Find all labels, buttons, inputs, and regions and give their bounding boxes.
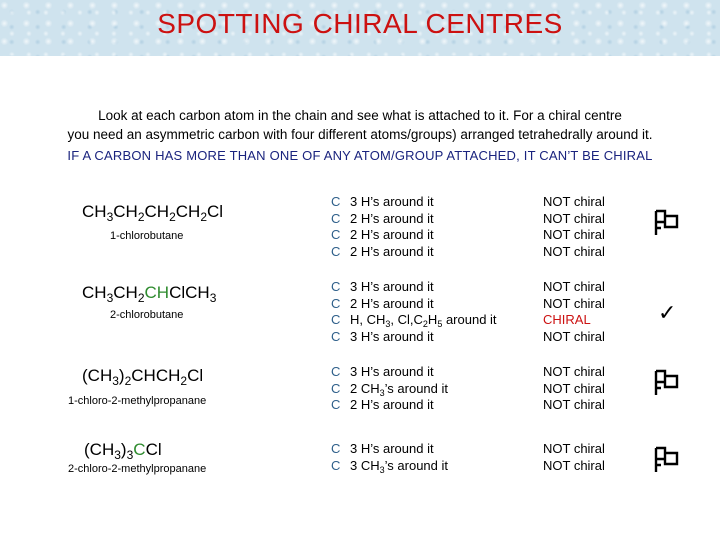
chirality-results: NOT chiral NOT chiral NOT chiral NOT chiral (543, 194, 605, 259)
compound-name: 2-chloro-2-methylpropanane (68, 463, 207, 475)
page-title: SPOTTING CHIRAL CENTRES (157, 8, 563, 39)
carbon-labels: C C C (331, 364, 341, 412)
intro-line-1: Look at each carbon atom in the chain and see what is attached to it. For a chiral centre (98, 108, 622, 123)
cross-icon (652, 208, 682, 238)
attached-groups: 3 H’s around it 2 H’s around it 2 H’s around it 2 H’s around it (350, 194, 434, 259)
intro-text (20, 106, 700, 144)
carbon-labels: C C C C (331, 194, 341, 259)
attached-groups: 3 H’s around it 2 H’s around it H, $CH_3$, $Cl,C_2H_5$ around it 3 H’s around it (350, 279, 497, 344)
formula-1-chlorobutane: $CH_3CH_2CH_2CH_2Cl$ (82, 202, 224, 224)
intro-line-2: you need an asymmetric carbon with four different atoms/groups) arranged tetrahedrally around it. (67, 127, 653, 142)
check-icon: ✓ (658, 300, 677, 325)
chirality-results: NOT chiral NOT chiral (543, 441, 605, 473)
chiral-result: CHIRAL (543, 312, 591, 327)
formula-1-chloro-2-methylpropanane: $(CH_3)_2CHCH_2Cl$ (82, 366, 204, 388)
formula-2-chloro-2-methylpropanane: $(CH_3)_3CCl$ (84, 440, 162, 462)
compound-name: 1-chloro-2-methylpropanane (68, 395, 207, 407)
cross-icon (652, 368, 682, 398)
attached-groups: 3 H’s around it 3 $CH_3’s$ around it (350, 441, 448, 475)
compound-name: 1-chlorobutane (110, 230, 184, 242)
carbon-labels: C C C C (331, 279, 341, 344)
chirality-rule: IF A CARBON HAS MORE THAN ONE OF ANY ATOM/GROUP ATTACHED, IT CAN’T BE CHIRAL (67, 148, 653, 163)
attached-groups: 3 H’s around it 2 $CH_3’s$ around it 2 H’s around it (350, 364, 448, 412)
compound-name: 2-chlorobutane (110, 309, 184, 321)
cross-icon (652, 445, 682, 475)
chirality-results: NOT chiral NOT chiral NOT chiral (543, 364, 605, 412)
chirality-results: NOT chiral NOT chiral CHIRAL NOT chiral (543, 279, 605, 344)
chiral-carbon-groups: H, $CH_3$, $Cl,C_2H_5$ around it (350, 312, 497, 329)
formula-2-chlorobutane: $CH_3CH_2CHClCH_3$ (82, 283, 217, 305)
carbon-labels: C C (331, 441, 341, 473)
